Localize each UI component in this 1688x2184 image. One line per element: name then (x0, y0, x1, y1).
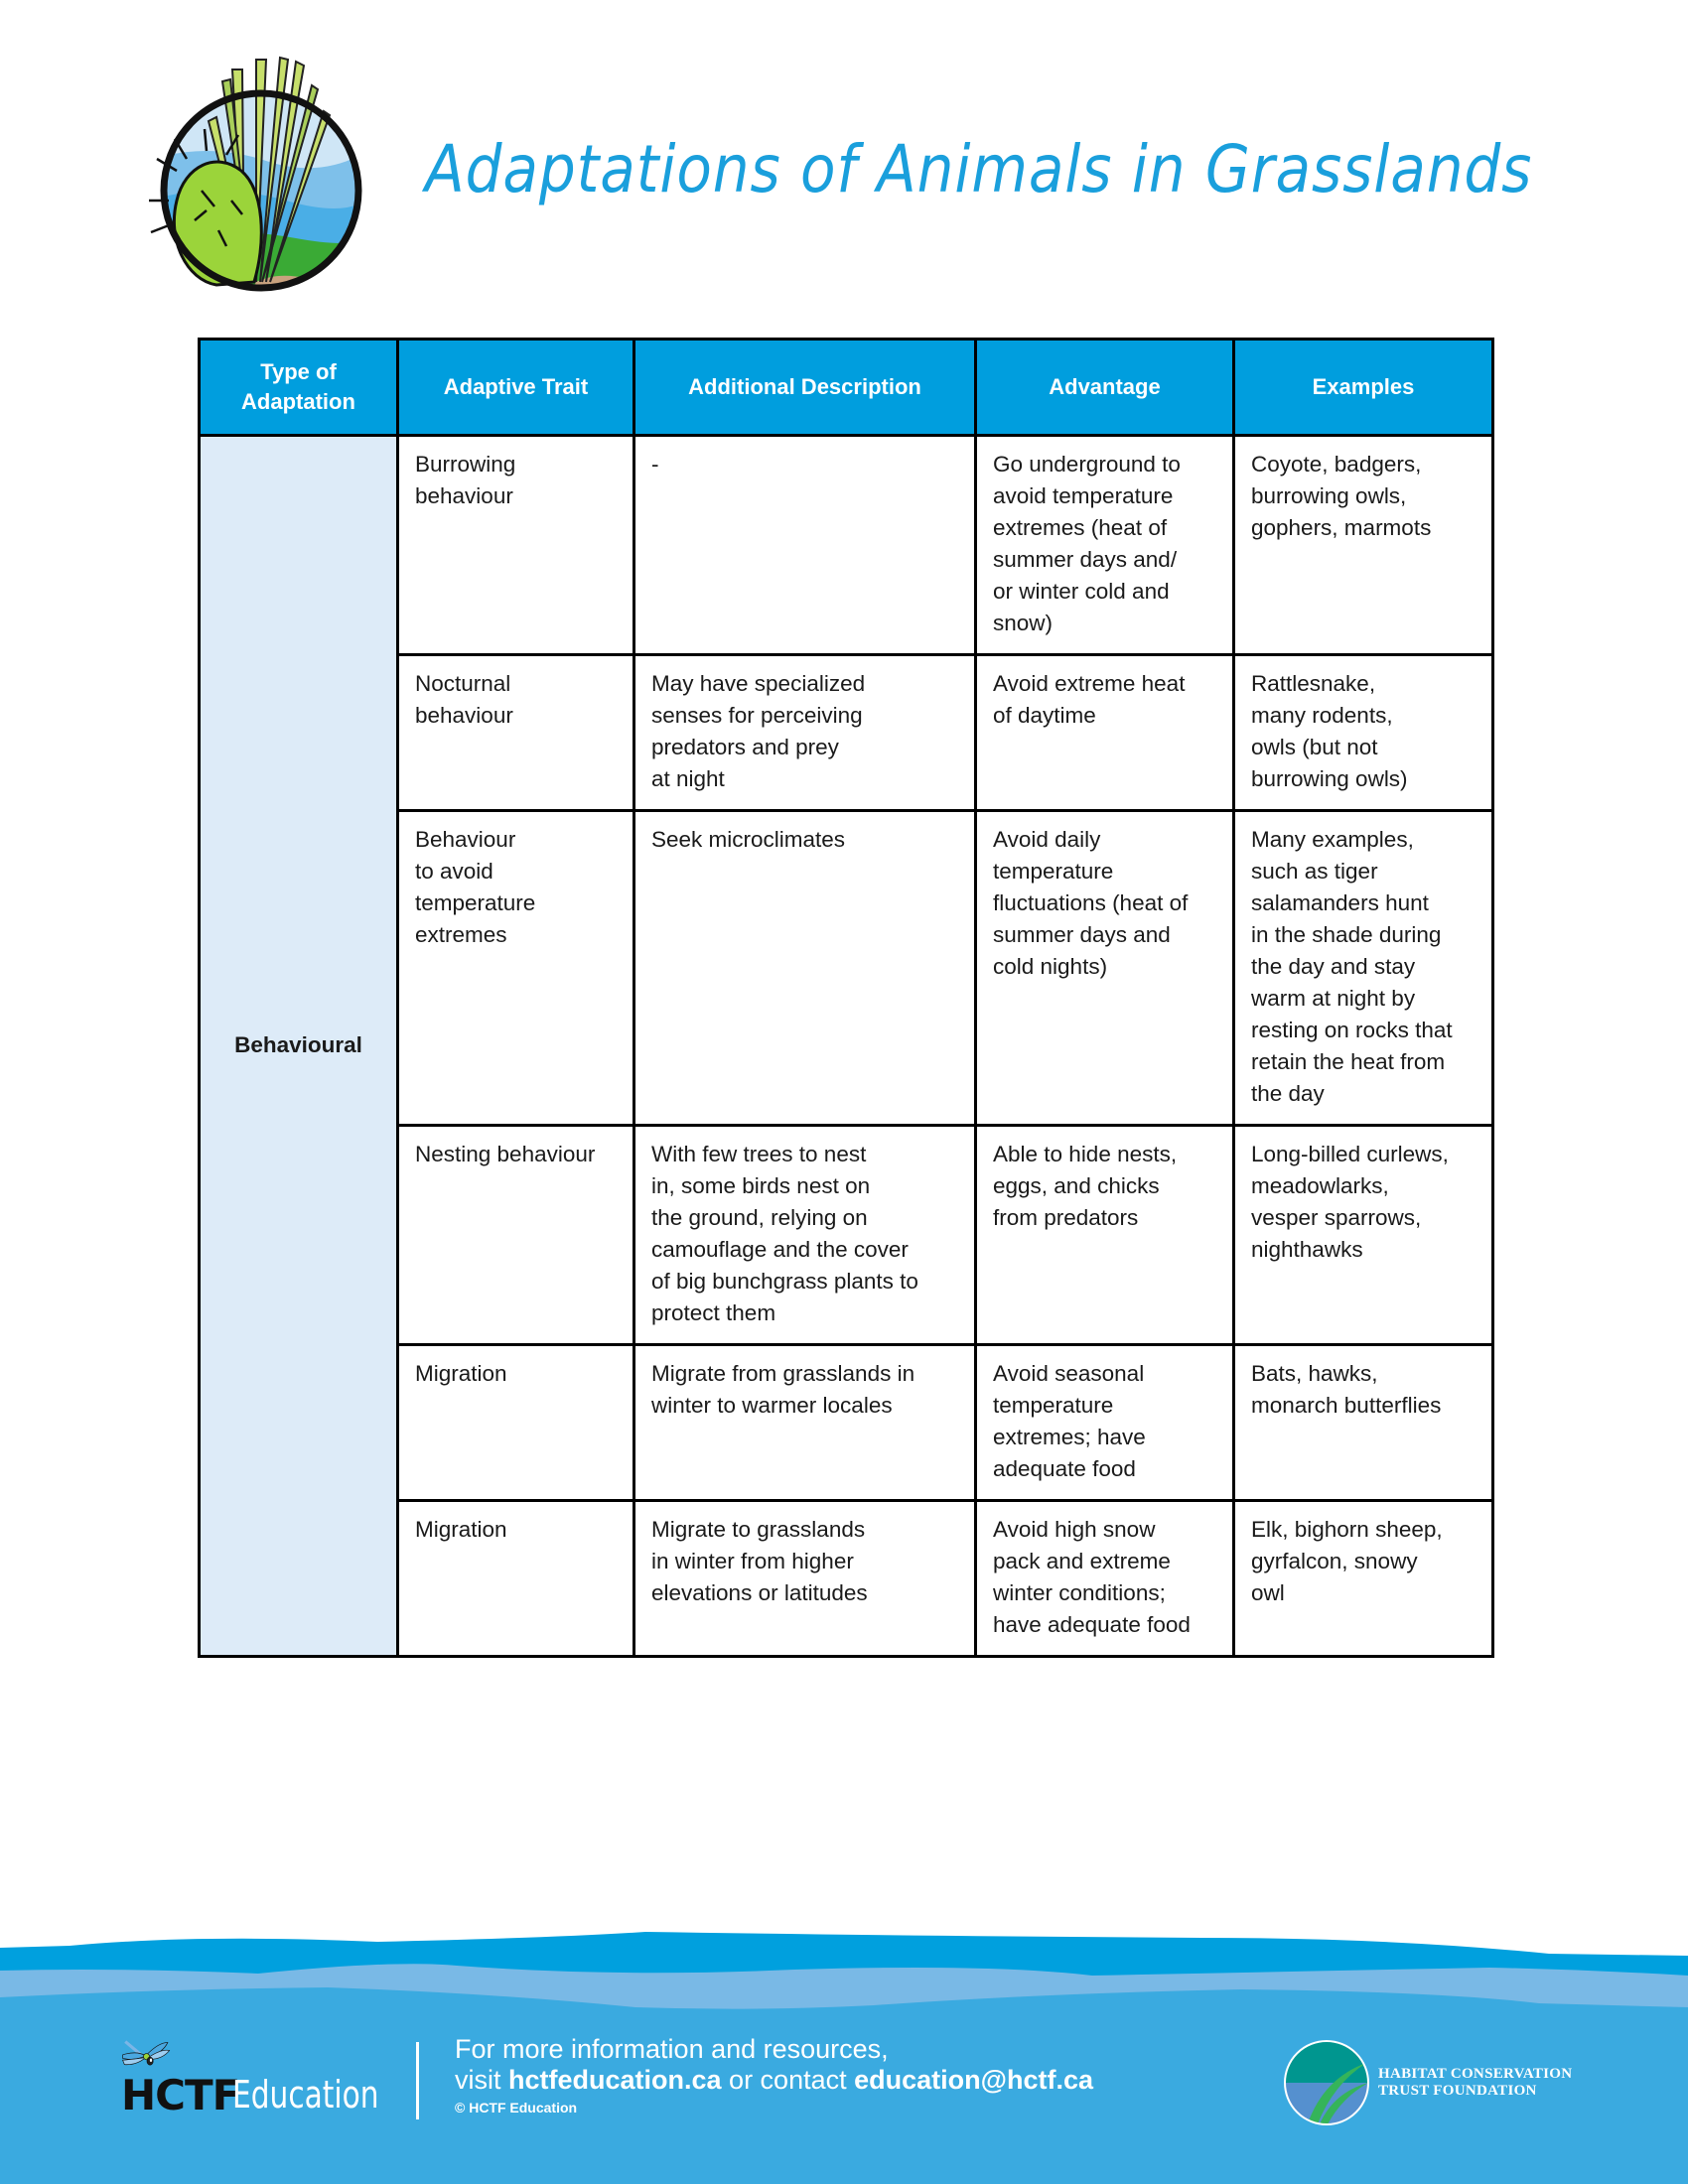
cell-text-line: winter conditions; (993, 1580, 1166, 1605)
table-row (200, 436, 1493, 655)
examples-cell (1234, 655, 1493, 811)
adaptive-trait-cell (398, 1501, 634, 1657)
adaptive-trait-cell (398, 811, 634, 1126)
hctf-logo-text: HCTF (121, 2071, 240, 2119)
email-link[interactable]: education@hctf.ca (854, 2065, 1093, 2095)
cell-text-line: monarch butterflies (1251, 1393, 1442, 1418)
cell-text-line: behaviour (415, 703, 513, 728)
examples-cell (1234, 1345, 1493, 1501)
cell-text-line: the day (1251, 1081, 1325, 1106)
advantage-cell (976, 1126, 1234, 1345)
cell-text-line: behaviour (415, 483, 513, 508)
hctf-education-logo-text: Education (232, 2073, 379, 2116)
cell-text-line: in winter from higher (651, 1549, 854, 1573)
cell-text-line: or winter cold and (993, 579, 1170, 604)
footer-info (455, 2034, 1093, 2116)
cell-text-line: snow) (993, 611, 1054, 635)
cell-text-line: With few trees to nest (651, 1142, 867, 1166)
examples-cell (1234, 1501, 1493, 1657)
cell-text-line: retain the heat from (1251, 1049, 1446, 1074)
cell-text-line: such as tiger (1251, 859, 1378, 884)
cell-text-line: extremes (heat of (993, 515, 1168, 540)
adaptations-table (198, 338, 1494, 1658)
copyright: © HCTF Education (455, 2100, 578, 2116)
cell-text-line: salamanders hunt (1251, 890, 1429, 915)
cell-text-line: temperature (993, 1393, 1114, 1418)
column-header-examples: Examples (1234, 340, 1493, 436)
cell-text-line: pack and extreme (993, 1549, 1171, 1573)
cell-text-line: senses for perceiving (651, 703, 863, 728)
cell-text-line: at night (651, 766, 725, 791)
description-cell (634, 1345, 976, 1501)
cell-text-line: Coyote, badgers, (1251, 452, 1422, 477)
advantage-cell (976, 436, 1234, 655)
advantage-cell (976, 1501, 1234, 1657)
description-cell (634, 1126, 976, 1345)
cell-text-line: May have specialized (651, 671, 866, 696)
cell-text-line: of daytime (993, 703, 1096, 728)
adaptive-trait-cell (398, 655, 634, 811)
foundation-name-line2: TRUST FOUNDATION (1378, 2083, 1537, 2099)
advantage-cell (976, 811, 1234, 1126)
cell-text-line: winter to warmer locales (651, 1393, 893, 1418)
cell-text-line: Seek microclimates (651, 827, 846, 852)
cell-text-line: owl (1251, 1580, 1285, 1605)
cell-text-line: Migration (415, 1361, 507, 1386)
cell-text-line: Burrowing (415, 452, 516, 477)
cell-text-line: temperature (415, 890, 536, 915)
page-title: Adaptations of Animals in Grasslands (425, 131, 1533, 207)
cell-text-line: Migration (415, 1517, 507, 1542)
cell-text-line: Behaviour (415, 827, 516, 852)
cell-text-line: the ground, relying on (651, 1205, 868, 1230)
footer-contact-text: or contact (721, 2065, 855, 2095)
adaptive-trait-cell (398, 1345, 634, 1501)
cell-text-line: protect them (651, 1300, 776, 1325)
cell-text-line: predators and prey (651, 735, 839, 759)
type-of-adaptation-cell: Behavioural (200, 436, 398, 1657)
description-cell (634, 436, 976, 655)
cell-text-line: Avoid high snow (993, 1517, 1156, 1542)
cell-text-line: Long-billed curlews, (1251, 1142, 1449, 1166)
cell-text-line: Avoid daily (993, 827, 1101, 852)
cell-text-line: summer days and/ (993, 547, 1178, 572)
advantage-cell (976, 655, 1234, 811)
examples-cell (1234, 811, 1493, 1126)
cell-text-line: Bats, hawks, (1251, 1361, 1378, 1386)
cell-text-line: cold nights) (993, 954, 1108, 979)
footer-info-line2 (455, 2065, 1093, 2096)
cell-text-line: to avoid (415, 859, 493, 884)
cell-text-line: many rodents, (1251, 703, 1393, 728)
footer-info-line1: For more information and resources, (455, 2034, 889, 2064)
description-cell (634, 811, 976, 1126)
description-cell (634, 655, 976, 811)
cell-text-line: extremes (415, 922, 507, 947)
cell-text-line: in the shade during (1251, 922, 1442, 947)
footer-visit-text: visit (455, 2065, 508, 2095)
habitat-foundation-logo-icon (1283, 2039, 1370, 2126)
cell-text-line: temperature (993, 859, 1114, 884)
cell-text-line: Nesting behaviour (415, 1142, 596, 1166)
cell-text-line: nighthawks (1251, 1237, 1363, 1262)
cell-text-line: burrowing owls, (1251, 483, 1407, 508)
cell-text-line: meadowlarks, (1251, 1173, 1389, 1198)
cell-text-line: gyrfalcon, snowy (1251, 1549, 1418, 1573)
examples-cell (1234, 436, 1493, 655)
adaptive-trait-cell (398, 1126, 634, 1345)
table-header-row (200, 340, 1493, 436)
cell-text-line: the day and stay (1251, 954, 1416, 979)
cell-text-line: Nocturnal (415, 671, 511, 696)
cell-text-line: Avoid seasonal (993, 1361, 1145, 1386)
foundation-name (1378, 2066, 1572, 2100)
cell-text-line: from predators (993, 1205, 1139, 1230)
grassland-cactus-emblem-icon (147, 52, 375, 300)
cell-text-line: Elk, bighorn sheep, (1251, 1517, 1443, 1542)
column-header-trait: Adaptive Trait (398, 340, 634, 436)
cell-text-line: Migrate to grasslands (651, 1517, 866, 1542)
cell-text-line: burrowing owls) (1251, 766, 1408, 791)
examples-cell (1234, 1126, 1493, 1345)
cell-text-line: camouflage and the cover (651, 1237, 909, 1262)
column-header-advantage: Advantage (976, 340, 1234, 436)
cell-text-line: fluctuations (heat of (993, 890, 1189, 915)
cell-text-line: Go underground to (993, 452, 1181, 477)
cell-text-line: extremes; have (993, 1425, 1146, 1449)
adaptations-table-container (198, 338, 1491, 1658)
cell-text-line: summer days and (993, 922, 1171, 947)
cell-text-line: Many examples, (1251, 827, 1414, 852)
website-link[interactable]: hctfeducation.ca (508, 2065, 722, 2095)
cell-text-line: warm at night by (1251, 986, 1416, 1011)
cell-text-line: have adequate food (993, 1612, 1191, 1637)
cell-text-line: elevations or latitudes (651, 1580, 868, 1605)
cell-text-line: Able to hide nests, (993, 1142, 1178, 1166)
cell-text-line: of big bunchgrass plants to (651, 1269, 918, 1294)
cell-text-line: - (651, 452, 659, 477)
adaptive-trait-cell (398, 436, 634, 655)
cell-text-line: Rattlesnake, (1251, 671, 1376, 696)
cell-text-line: owls (but not (1251, 735, 1378, 759)
advantage-cell (976, 1345, 1234, 1501)
description-cell (634, 1501, 976, 1657)
cell-text-line: vesper sparrows, (1251, 1205, 1422, 1230)
cell-text-line: avoid temperature (993, 483, 1174, 508)
cell-text-line: Migrate from grasslands in (651, 1361, 915, 1386)
cell-text-line: eggs, and chicks (993, 1173, 1160, 1198)
cell-text-line: adequate food (993, 1456, 1136, 1481)
cell-text-line: in, some birds nest on (651, 1173, 871, 1198)
cell-text-line: resting on rocks that (1251, 1018, 1453, 1042)
cell-text-line: Avoid extreme heat (993, 671, 1186, 696)
foundation-name-line1: HABITAT CONSERVATION (1378, 2066, 1573, 2082)
footer-divider (416, 2042, 419, 2119)
cell-text-line: gophers, marmots (1251, 515, 1432, 540)
column-header-type: Type of Adaptation (200, 340, 398, 436)
column-header-description: Additional Description (634, 340, 976, 436)
